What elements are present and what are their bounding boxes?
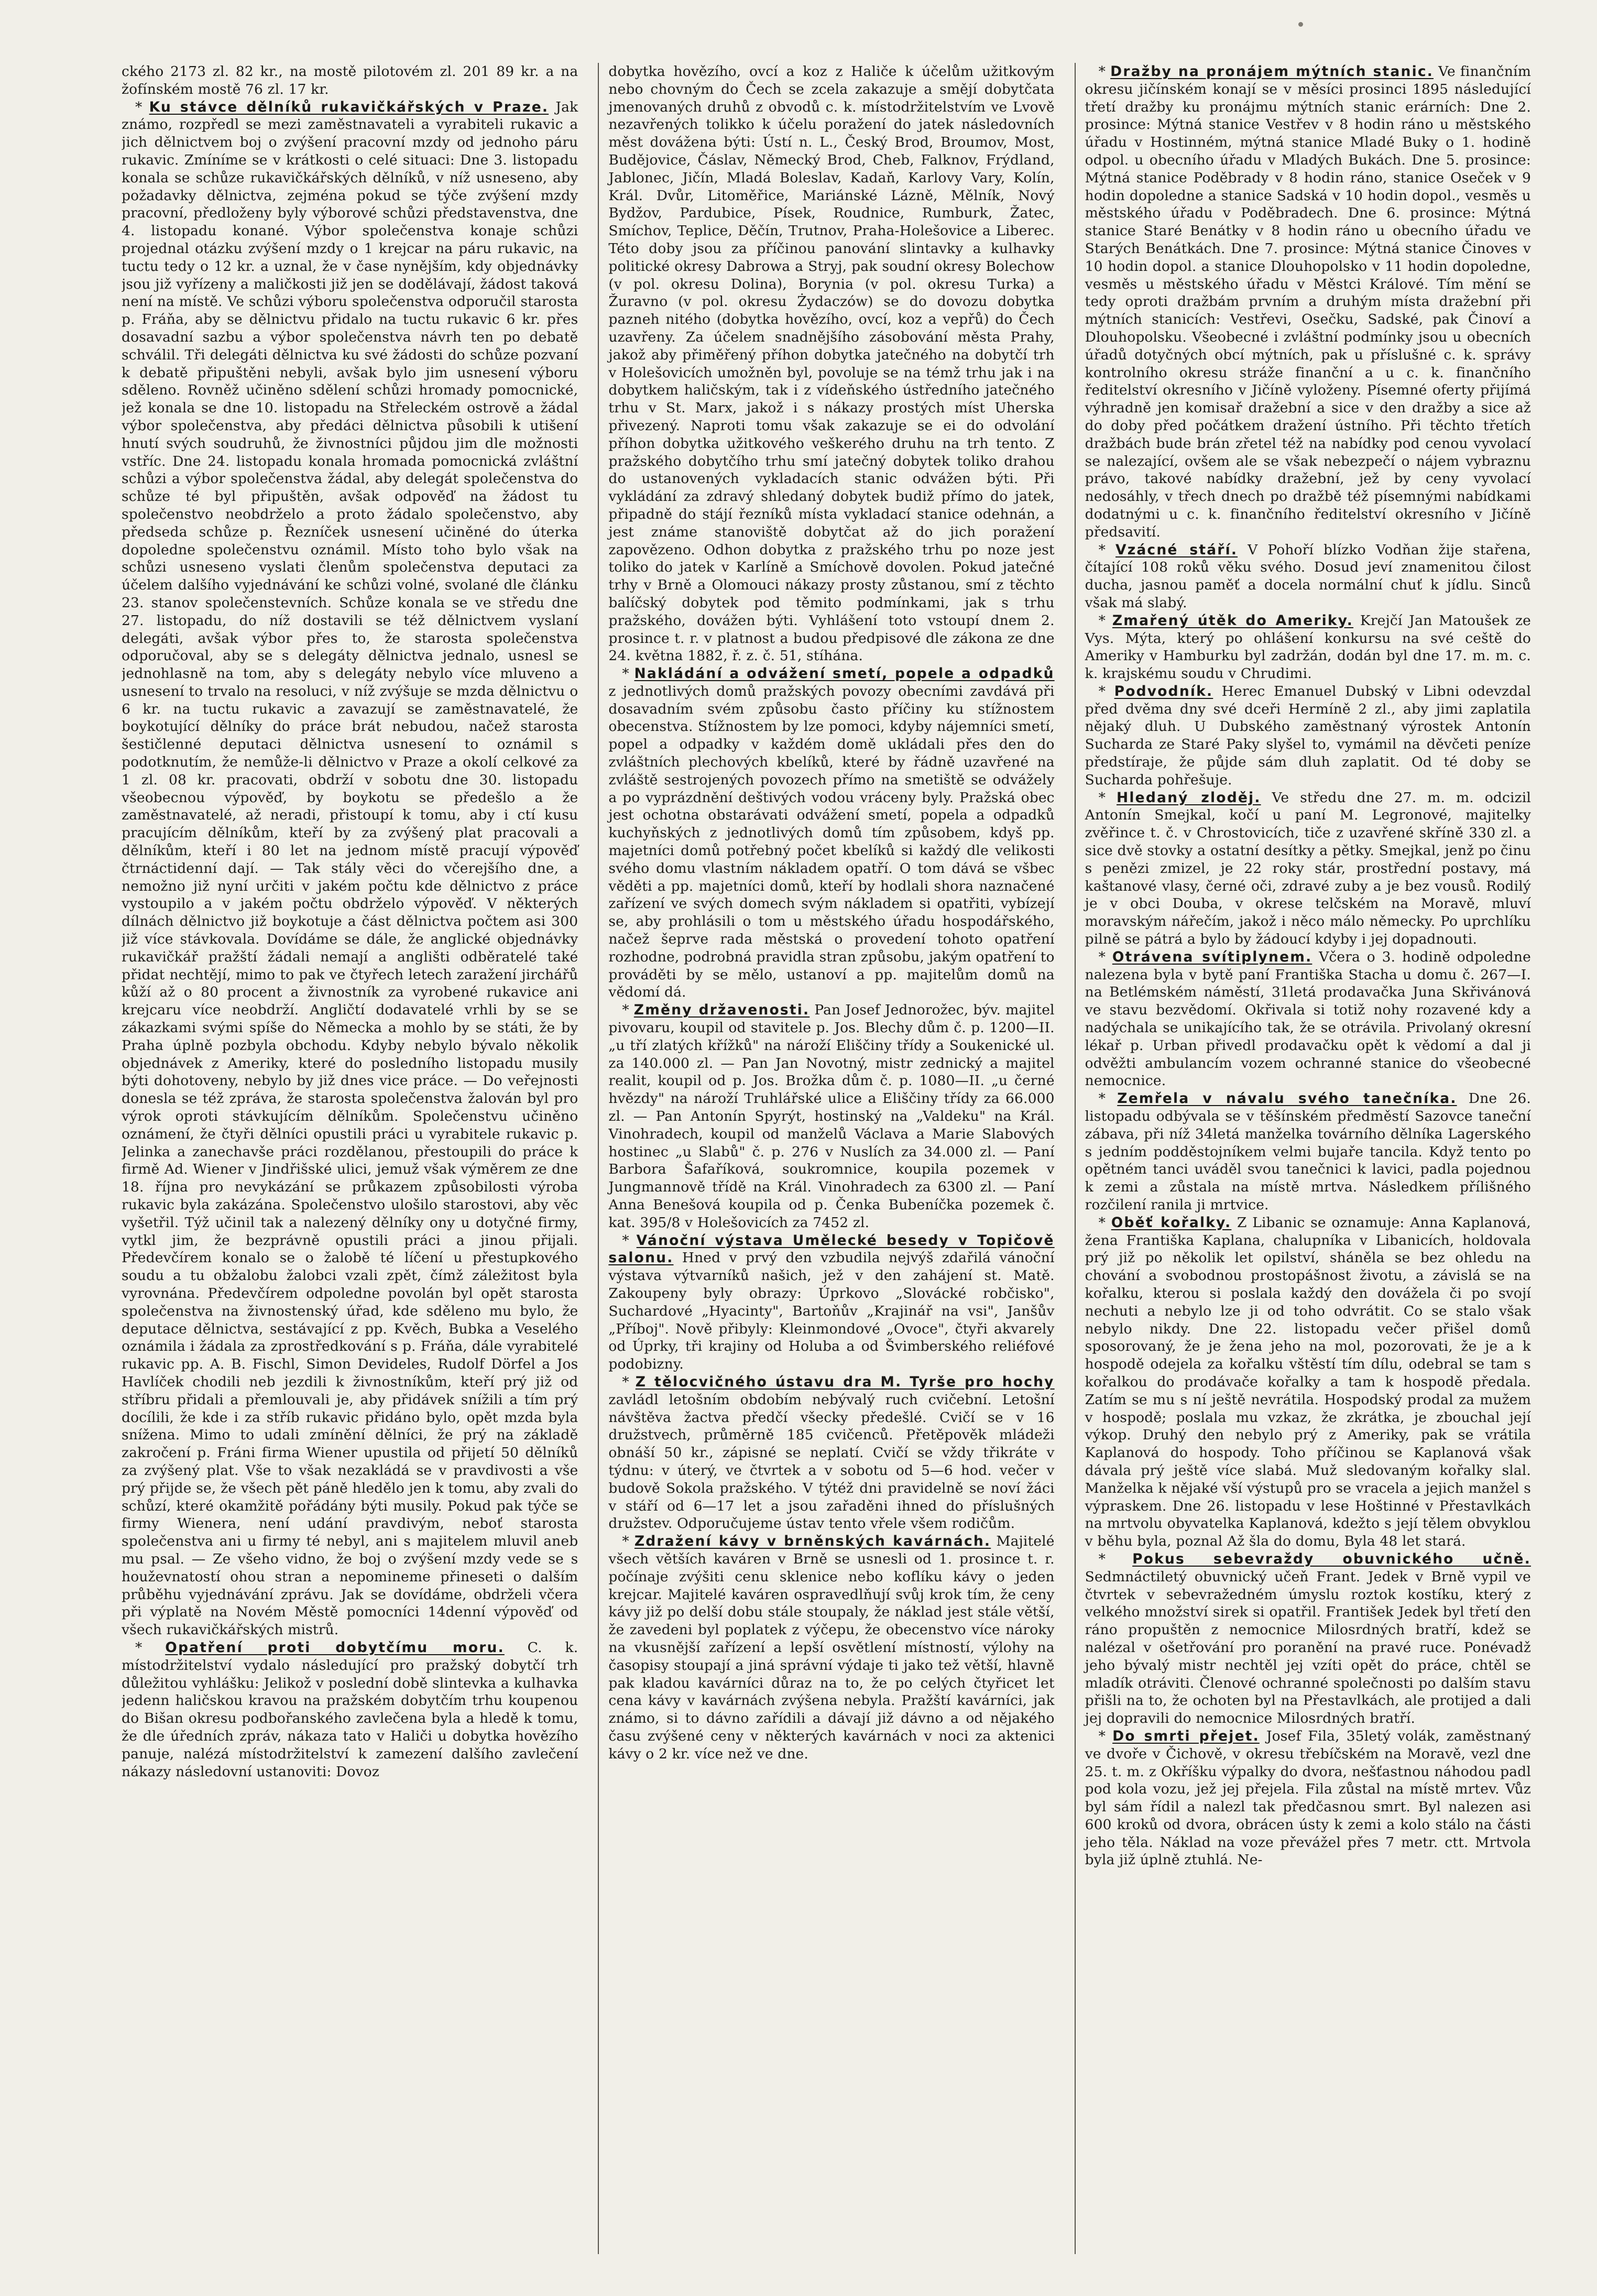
article-paragraph [1085,1728,1531,1869]
article-paragraph [122,99,578,1639]
column-left [122,63,582,2254]
article-body: C. k. místodržitelství vydalo následující pro pražský dobytčí trh důležitou vyhlášku: Jelikož v poslední době slintevka a kulhavka jedenn haličskou kravou na pražském dobytčím trhu koupenou do Bišan okresu podbořanského zavlečena byla a hledě k tomu, že dle úředních zpráv, nákaza tato v Haliči u dobytka hovězího panuje, nalézá místodržitelství k zamezení dalšího zavlečení nákazy následovní ustanoviti: Dovoz [122,1639,578,1780]
article-paragraph [608,1373,1054,1533]
article-body: ckého 2173 zl. 82 kr., na mostě pilotovém zl. 201 89 kr. a na žofínském mostě 76 zl. 17 kr. [122,63,578,97]
article-paragraph [122,63,578,99]
article-asterisk: * [1098,541,1116,558]
article-paragraph [608,665,1054,1001]
column-middle [598,63,1058,2254]
article-body: Krejčí Jan Matoušek ze Vys. Mýta, který po ohlášení konkursu na své ceště do Ameriky v Hamburku byl zadržán, dodán byl dne 17. m. m. c. k. krajskému soudu v Chrudimi. [1085,612,1531,682]
article-headline: Ku stávce dělníků rukavičkářských v Praze. [149,99,549,115]
article-headline: Zmařený útěk do Ameriky. [1112,612,1354,629]
article-body: zavládl letošním obdobím nebývalý ruch cvičební. Letošní návštěva žactva předčí všecky předešlé. Cvičí se v 16 družstvech, průměrně 185 cvičenců. Přetěpověk mládeži obnáší 50 kr., zápisné se neplatí. Cvičí se vždy třikráte v týdnu: v úterý, ve čtvrtek a v sobotu od 5—6 hod. večer v budově Sokola pražského. V týtéž dni pravidelně se noví žáci v stáří od 6—17 let a jsou zařaděni ihned do příslušných družstev. Odporučujeme ústav tento vřele všem rodičům. [608,1391,1055,1532]
article-asterisk: * [1098,63,1111,80]
article-asterisk: * [622,1533,635,1550]
article-body: Sedmnáctiletý obuvnický učeň Frant. Jedek v Brně vypil ve čtvrtek v sebevražedném úmyslu roztok kostíku, který z velkého množství sirek si opatřil. František Jedek byl třetí den ráno propuštěn z nemocnice Milosrdných bratří, kdež se nalézal v ošetřování pro poranění na pravé ruce. Ponévadž jeho bývalý mistr nechtěl jej vzíti opět do práce, chtěl se mladík otráviti. Členové ochranné společnosti po dalším stavu přišli na to, že ochoten byl na Přestavlkách, ale protijed a dali jej dopravili do nemocnice Milosrdných bratří. [1085,1568,1531,1727]
article-asterisk: * [1098,1550,1133,1567]
article-paragraph [1085,948,1531,1090]
article-body: Z Libanic se oznamuje: Anna Kaplanová, žena Františka Kaplana, chalupníka v Libanicích, holdovala prý již po několik let opilství, sháněla se bez ohledu na chování a svobodnou prostopášnost životu, a závislá se na kořalku, kterou si poslala každý den dovážela či po svojí nechuti a nebylo lze ji od toho odvrátit. Co se stalo však nebylo nikdy. Dne 22. listopadu večer přišel domů sposorovaný, že je žena jeho na mol, pozorovati, že je a k hospodě odejela za kořalku vštěstí tím dílu, odebral se tam s kořalkou do prodávače kořalky a tam k hospodě předala. Zatím se mu s ní ještě nevrátila. Hospodský prodal za mužem v hospodě; poslala mu vzkaz, že zkrátka, je zbouchal její výkop. Druhý den nebylo prý z Ameriky, pak se vrátila Kaplanová do hospody. Toho příčinou se Kaplanová však dávala prý ještě více slabá. Muž sledovaným kořalky slal. Manželka k nějaké vší výstupů pro se vracela a jejich manžel s výpraskem. Dne 26. listopadu v lese Hoštinné v Přestavlkách na mrtvolu obyvatelka Kaplanová, kdežto s její tělem obvyklou v běhu byla, poznal Až šla do domu, Byla 48 let stará. [1085,1214,1531,1550]
article-asterisk: * [622,1002,634,1019]
article-body: Dne 26. listopadu odbývala se v těšínském předměstí Sazovce taneční zábava, při níž 34letá manželka továrního dělníka Lagerského s jedním podděstojníkem velmi bujaře tancila. Když tento po opětném tanci uváděl svou tanečnici k lavici, padla pojednou k zemi a zůstala na místě mrtva. Následkem přílišného rozčilení ranila ji mrtvice. [1085,1090,1531,1213]
article-headline: Zdražení kávy v brněnských kavárnách. [634,1533,991,1550]
column-right [1075,63,1535,2254]
article-paragraph [608,1232,1054,1373]
article-body: Jak známo, rozpředl se mezi zaměstnavateli a vyrabiteli rukavic a jich dělnictvem boj o zvýšení pracovní mzdy od jednoho páru rukavic. Zmíníme se v krátkosti o celé situaci: Dne 3. listopadu konala se schůze rukavičkářských dělníků, v níž usneseno, aby požadavky dělnictva, zejména pokud se týče zvýšení mzdy pracovní, předloženy byly výborové schůzi představenstva, dne 4. listopadu konané. Výbor společenstva konaje schůzi projednal otázku zvýšení mzdy o 1 krejcar na páru rukavic, na tuctu tedy o 12 kr. a uznal, že v čase nynějším, kdy objednávky jsou již vyřízeny a maličkosti již jen se dodělávají, žádost taková není na místě. Ve schůzi výboru společenstva odporučil starosta p. Fráňa, aby se dělnictvu přidalo na tuctu rukavic 6 kr. přes dosavadní sazbu a výbor společenstva návrh ten po debatě schválil. Tři delegáti dělnictva ku své žádosti do schůze pozvaní k debatě připuštěni nebyli, avšak bylo jim usnesení výboru sděleno. Rovněž učiněno sdělení schůzi hromady pomocnické, jež konala se dne 10. listopadu na Střeleckém ostrově a žádal výbor společenstva, aby předáci dělnictva působili k utišení hnutí svých soudruhů, že živnostníci půjdou jim dle možnosti vstříc. Dne 24. listopadu konala hromada pomocnická zvláštní schůzi a výbor společenstva žádal, aby delegát společenstva do schůze té byl připuštěn, avšak odpověď na žádost tu společenstvo neobdrželo a proto žádalo společenstvo, aby předseda schůze p. Řezníček usnesení učiněné do úterka dopoledne společenstvu oznámil. Místo toho bylo však na schůzi usneseno vyslati členům společenstva deputaci za účelem dalšího vyjednávání ke schůzi volné, svolané dle článku 23. stanov společenstevních. Schůze konala se ve středu dne 27. listopadu, do níž dostavili se též dělnictvem vyslaní delegáti, avšak výbor přes to, že starosta společenstva odporučoval, aby se s delegáty dělnictva jednalo, usnesl se jednohlasně na tom, aby s delegáty nebylo více mluveno a usnesení to trvalo na resoluci, v níž zvýšuje se mzda dělnictvu o 6 kr. na tuctu rukavic a zavazují se zaměstnavatelé, že boykotující dělníky do práce brát nebudou, načež starosta šestičlenné deputaci dělnictva usnesení to oznámil s podotknutím, že nemůže-li dělnictvo v Praze a okolí celkové za 1 zl. 08 kr. pracovati, obdrží v sobotu dne 30. listopadu všeobecnou výpověď, by boykotu se předešlo a že zaměstnavatelé, až neradi, přistoupí k tomu, aby i ctí kusu pracujícím dělníkům, kteří by za zvýšený plat pracovali a dělníkům, kteří i 80 let na jednom místě pracují výpověď čtrnáctidenní dají. — Tak stály věci do včerejšího dne, a nemožno již nyní určiti v jakém počtu kde dělnictvo z práce vystoupilo a v jakém počtu obdrželo výpověď. V některých dílnách dělnictvo již boykotuje a část dělnictva počtem asi 300 již více stávkovala. Dovídáme se dále, že anglické objednávky rukavičkář pražští žádali nemají a anglišti odběratelé také přidat nechtějí, mimo to pak ve čtyřech letech zaražení jirchářů kůží až o 80 procent a živnostník za vyrobené rukavice ani krejcaru více neobdrží. Angličtí dodavatelé vrhli by se se zákazkami svými spíše do Německa a mohlo by se státi, že by Praha úplně pozbyla obchodu. Kdyby nebylo bývalo několik objednávek z Ameriky, které do posledního listopadu musily býti dohotoveny, nebylo by již dnes vice práce. — Do veřejnosti donesla se též zpráva, že starosta společenstva žalován byl pro výrok oproti stávkujícím dělníkům. Společenstvu učiněno oznámení, že čtyři dělníci opustili práci u vyrabitele rukavic p. Jelinka a zanechavše práci rozdělanou, přestoupili do práce k firmě Ad. Wiener v Jindřišské ulici, jemuž však výměrem ze dne 18. října pro nevykázání se průkazem způsobilosti výroba rukavic byla zakázána. Společenstvo ulošilo starostovi, aby věc vyšetřil. Týž učinil tak a nalezený dělníky ony u dotyčné firmy, vytkl jim, že bezprávně opustili práci a jinou přijali. Předevčírem konalo se o žalobě té líčení u přestupkového soudu a tu obžalobu žalobci vzali zpět, čímž záležitost byla vyrovnána. Předevčírem odpoledne povolán byl opět starosta společenstva na živnostenský úřad, kde sděleno mu bylo, že deputace dělnictva, sestávající z pp. Kvěch, Bubka a Veselého oznámila i žádala za zprostředkování s p. Fráňa, dále vyrabitelé rukavic pp. A. B. Fischl, Simon Devideles, Rudolf Dörfel a Jos Havlíček chodili neb jezdili k živnostníkům, kteří prý již od stříbru přidali a přemlouvali je, aby přidávek snížili a tím prý docílili, že kde i za stříb rukavic přidáno bylo, opět mzda byla snížena. Mimo to udali zmínění dělníci, že prý na základě zakročení p. Fráni firma Wiener upustila od přijetí 50 dělníků za zvýšený plat. Vše to však nezakládá se v pravdivosti a vše prý přijde se, že všech pět páně hledělo jen k tomu, aby zvali do schůzí, které okamžitě pořádány býti musily. Pokud pak týče se firmy Wienera, není udání pravdivým, neboť starosta společenstva ani u firmy té nebyl, ani s majitelem mluvil aneb mu psal. — Ze všeho vidno, že boj o zvýšení mzdy vede se s houževnatostí ohou stran a nepomineme přineseti o dalším průběhu vyjednávání zprávu. Jak se dovídáme, obdrželi včera při výplatě na Novém Městě pomocníci 14denní výpověď od všech rukavičkářských mistrů. [122,99,578,1638]
article-asterisk: * [1098,683,1114,699]
article-body: Ve finančním okresu jičínském konají se v měsíci prosinci 1895 následující třetí dražby ku pronájmu mýtních stanic erárních: Dne 2. prosince: Mýtná stanice Vestřev v 8 hodin ráno u městského úřadu v Hostinném, mýtná stanice Mladé Buky o 1. hodině odpol. u obecního úřadu v Mladých Bukách. Dne 5. prosince: Mýtná stanice Poděbrady v 8 hodin ráno, stanice Oseček v 9 hodin dopoledne a stanice Sadská v 10 hodin dopol., vesměs u městského úřadu v Poděbradech. Dne 6. prosince: Mýtná stanice Staré Benátky v 8 hodin ráno u obecního úřadu ve Starých Benátkách. Dne 7. prosince: Mýtná stanice Činoves v 10 hodin dopol. a stanice Dlouhopolsko v 11 hodin dopoledne, vesměs u městského úřadu v Městci Králové. Tím mění se tedy oproti dražbám prvním a druhým místa dražební při mýtních stanicích: Vestřevi, Osečku, Sadské, pak Činoví a Dlouhopolsku. Všeobecné i zvláštní podmínky jsou u obecních úřadů dotyčných obcí mýtních, pak u příslušné c. k. správy kontrolního okresu stráže finanční a u c. k. finančního ředitelství okresního v Jičíně vyloženy. Písemné oferty přijímá výhradně jen komisař dražební a sice v den dražby a sice až do doby před počátkem dražení ústního. Při těchto třetích dražbách bude brán zřetel též na nabídky pod cenou vyvolací se nalezající, ovšem ale se však nebezpečí o nájem vybraznu právo, takové nabídky dražební, jež by ceny vyvolací nedosáhly, v třech dnech po dražbě též písemnými nabídkami dodatnými u c. k. finančního ředitelství okresního v Jičíně předsavití. [1085,63,1531,540]
article-paragraph [1085,1090,1531,1214]
article-paragraph [1085,1214,1531,1550]
article-headline: Oběť kořalky. [1111,1214,1232,1231]
article-asterisk: * [1098,948,1112,965]
article-paragraph [1085,63,1531,541]
article-paragraph [1085,789,1531,948]
article-headline: Změny državenosti. [633,1002,810,1019]
article-paragraph [122,1639,578,1780]
article-body: Josef Fila, 35letý volák, zaměstnaný ve dvoře v Čichově, v okresu třebíčském na Moravě, vezl dne 25. t. m. z Okříšku výpalky do dvora, nešťastnou náhodou padl pod kola vozu, jež jej přejela. Fila zůstal na místě mrtev. Vůz byl sám řídil a nalezl tak předčasnou smrt. Byl nalezen asi 600 kroků od dvora, obrácen ústy k zemi a kolo stálo na části jeho těla. Náklad na voze převážel přes 7 metr. ctt. Mrtvola byla již úplně ztuhlá. Ne- [1085,1728,1531,1868]
article-asterisk: * [135,99,149,115]
article-asterisk: * [1098,1090,1118,1107]
article-paragraph [1085,1550,1531,1728]
article-body: Pan Josef Jednorožec, býv. majitel pivovaru, koupil od stavitele p. Jos. Blechy dům č. p. 1200—II. „u tří zlatých křížků" na nároží Eliščiny třídy a Soukenické ul. za 140.000 zl. — Pan Jan Novotný, mistr zednický a majitel realit, koupil od p. Jos. Brožka dům č. p. 1080—II. „u černé hvězdy" na nároží Truhlářské ulice a Eliščiny třídy za 66.000 zl. — Pan Antonín Spyrýt, hostinský na „Valdeku" na Král. Vinohradech, koupil od manželů Václava a Marie Slabových hostinec „u Slabů" č. p. 276 v Nuslích za 34.000 zl. — Paní Barbora Šafaříková, soukromnice, koupila pozemek v Jungmannově třídě na Král. Vinohradech za 6300 zl. — Paní Anna Benešová koupila od p. Čenka Bubeníčka pozemek č. kat. 395/8 v Holešovicích za 7452 zl. [608,1002,1055,1231]
article-headline: Pokus sebevraždy obuvnického učně. [1132,1550,1531,1567]
article-headline: Zemřela v návalu svého tanečníka. [1117,1090,1457,1107]
article-asterisk: * [1098,789,1117,806]
article-body: Majitelé všech větších kaváren v Brně se usnesli od 1. prosince t. r. počínaje zvýšiti cenu sklenice nebo koflíku kávy o jeden krejcar. Majitelé kaváren ospravedlňují svůj krok tím, že ceny kávy již po delší dobu stále stoupaly, že náklad jest stále větší, že zavedeni byl poplatek z výčepu, že obecenstvo více nároky na vkusnější zařízení a lepší osvětlení místností, výlohy na časopisy stoupají a jiná správní výdaje ti jako tež větší, hlavně pak kladou kavárníci důraz na to, že po celých čtyřicet let cena kávy v kavárnách zvýšena nebyla. Pražští kavárníci, jak známo, si to dávno zařídili a dávají již dávno a od nějakého času zvýšené ceny v některých kavárnách v noci za aktenici kávy o 2 kr. více než ve dne. [608,1533,1055,1762]
article-body: Včera o 3. hodině odpoledne nalezena byla v bytě paní Františka Stacha u domu č. 267—I. na Betlémském náměstí, 31letá prodavačka Juna Skřivánová ve stavu bezvědomí. Okřivala si totiž nohy rozavené kdy a nadýchala se unikajícího tak, že se otrávila. Privolaný okresní lékař p. Urban přivedl prodavačku opět k vědomí a dal ji odvěžti ambulancím vozem ochranné stanice do všeobecné nemocnice. [1085,948,1531,1089]
article-asterisk: * [1098,1728,1113,1744]
article-asterisk: * [135,1639,166,1656]
article-headline: Vzácné stáří. [1115,541,1238,558]
column-grid [122,63,1535,2254]
article-paragraph [608,63,1054,665]
article-headline: Hledaný zloděj. [1116,789,1261,806]
article-asterisk: * [622,1232,637,1249]
article-headline: Do smrti přejet. [1112,1728,1260,1744]
article-body: z jednotlivých domů pražských povozy obecními zavdává při dosavadním svém způsobu často příčiny ku stížnostem obecenstva. Stížnostem by lze pomoci, kdyby nájemníci smetí, popel a odpadky v každém domě ukládali přes den do zvláštních plechových kbelíků, které by řádně uzavřené na zvláště sestrojených povozech přímo na smetiště se odvážely a po vyprázdnění deštivých vodou vráceny byly. Pražská obec jest ochotna obstarávati odvážení smetí, popela a odpadků kuchyňských z jednotlivých domů tím způsobem, kdyš pp. majetníci domů potřebný počet kbelíků si každý dle velikosti svého domu vlastním nákladem opatří. O tom dává se všbec věděti a pp. majetníci domů, kteří by hodlali shora naznačené zařízení ve svých domech svým nákladem si opatřiti, vybízejí se, aby prohlásili o tom u městského úřadu hospodářského, načež šeprve rada městská o provedení tohoto opatření rozhodne, podrobná pravidla stran způsobu, jakým opatření to prováděti by se mělo, ustanoví a pp. majitelům domů na vědomí dá. [608,683,1055,1001]
article-paragraph [608,1533,1054,1763]
article-asterisk: * [622,665,635,682]
article-asterisk: * [1098,612,1112,629]
article-body: V Pohoří blízko Vodňan žije stařena, čítající 108 roků věku svého. Dosud jeví znamenitou čilost ducha, jasnou paměť a docela normální chuť k jídlu. Sinců však má slabý. [1085,541,1531,611]
article-paragraph [1085,541,1531,612]
article-paragraph [1085,683,1531,789]
article-paragraph [1085,612,1531,683]
article-paragraph [608,1001,1054,1231]
ink-blot-mark [1298,22,1303,27]
article-asterisk: * [622,1373,636,1390]
article-body: Herec Emanuel Dubský v Libni odevzdal před dvěma dny své dceři Hermíně 2 zl., aby jimi zaplatila nějaký dluh. U Dubského zaměstnaný výrostek Antonín Sucharda ze Staré Paky slyšel to, vymámil na děvčeti peníze předstíraje, že půjde sám dluh zaplatit. Od té doby se Sucharda pohřešuje. [1085,683,1531,788]
article-headline: Dražby na pronájem mýtních stanic. [1110,63,1434,80]
article-headline: Z tělocvičného ústavu dra M. Tyrše pro hochy [635,1373,1055,1390]
article-headline: Opatření proti dobytčímu moru. [165,1639,505,1656]
article-headline: Vánoční výstava Umělecké besedy v Topičově salonu. [608,1232,1055,1266]
article-headline: Otrávena svítiplynem. [1112,948,1312,965]
article-headline: Podvodník. [1114,683,1213,699]
article-headline: Nakládání a odvážení smetí, popele a odpadků [634,665,1055,682]
article-asterisk: * [1098,1214,1111,1231]
article-body: dobytka hovězího, ovcí a koz z Haliče k účelům užitkovým nebo chovným do Čech se zcela zakazuje a smějí dobytčata jmenovaných druhů z obvodů c. k. místodržitelstvím ve Lvově nezavřených tolikko k účelu poražení do jatek následovních měst dovážena býti: Ústí n. L., Český Brod, Broumov, Most, Budějovice, Čáslav, Německý Brod, Cheb, Falknov, Frýdland, Jablonec, Jičín, Mladá Boleslav, Kadaň, Karlovy Vary, Kolín, Král. Dvůr, Litoměřice, Mariánské Lázně, Mělník, Nový Bydžov, Pardubice, Písek, Roudnice, Rumburk, Žatec, Smíchov, Teplice, Děčín, Trutnov, Praha-Holešovice a Liberec. Této doby jsou za příčinou panování slintavky a kulhavky politické okresy Dabrowa a Stryj, pak soudní okresy Bolechow (v pol. okresu Dolina), Borynia (v pol. okresu Turka) a Žuravno (v pol. okresu Żydaczów) se do dovozu dobytka pazneh nitého (dobytka hovězího, ovcí, koz a vepřů) do Čech uzavřeny. Za účelem snadnějšího zásobování města Prahy, jakož aby přiměřený příhon dobytka jatečného na dobytčí trh v Holešovicích umožněn byl, povoluje se na témž trhu jak i na dobytkem haličským, tak i z vídeňského ústředního jatečného trhu v St. Marx, jakož i s nákazy prostých míst Uherska přivezený. Naproti tomu však zakazuje se ei do odvolání příhon dobytka užitkového veškerého druhu na trh tento. Z pražského dobytčího trhu smí jatečný dobytek toliko drahou do ustanovených vykladacích stanic odvážen býti. Při vykládání za zdravý shledaný dobytek budiž přímo do jatek, připadně do stájí řezníků místa vykladací stanice odehnán, a jest známe stanoviště dobytčat až do jich poražení zapovězeno. Odhon dobytka z pražského trhu po noze jest toliko do jatek v Karlíně a Smíchově dovolen. Pokud jatečné trhy v Brně a Olomouci nákazy prosty zůstanou, smí z těchto balíčský dobytek pod těmito podmínkami, jak s trhu pražského, dovážen býti. Vyhlášení toto vstoupí dnem 2. prosince t. r. v platnost a budou předpisové dle zákona ze dne 24. května 1882, ř. z. č. 51, stíhána. [608,63,1055,664]
article-body: Hned v prvý den vzbudila nejvýš zdařilá vánoční výstava výtvarníků našich, jež v den zahájení st. Matě. Zakoupeny byly obrazy: Úprkovo „Slovácké robčisko", Suchardové „Hyacinty", Bartoňův „Krajinář na vsi", Janšův „Příboj". Nově přibyly: Kleinmondové „Ovoce", čtyři akvarely od Úprky, tři krajiny od Holuba a od Švimberského reliéfové podobizny. [608,1250,1055,1373]
article-body: Ve středu dne 27. m. m. odcizil Antonín Smejkal, kočí u paní M. Legronové, majitelky zvěřince t. č. v Chrostovicích, tiče z uzavřené skříně 330 zl. a sice dvě stovky a ostatní desítky a pětky. Smejkal, jenž po činu s penězi zmizel, je 22 roky stár, prostřední postavy, má kaštanové vlasy, černé oči, zdravé zuby a je bez vousů. Rodilý je v obci Douba, v okrese telčském na Moravě, mluví moravským nářečím, jakož i něco málo německy. Po uprchlíku pilně se pátrá a bylo by žádoucí kdyby i jej dopadnouti. [1085,789,1531,948]
